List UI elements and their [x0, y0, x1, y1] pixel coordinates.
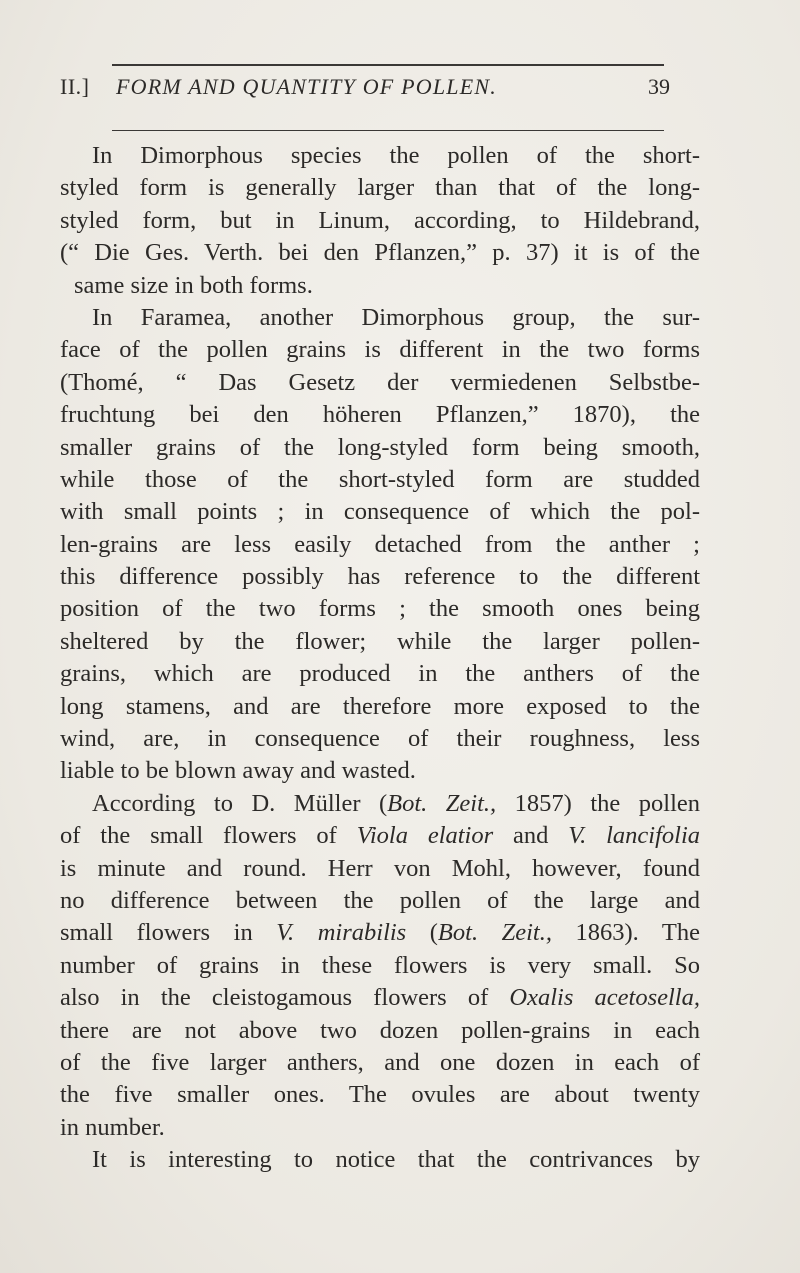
body-text [60, 140, 700, 1177]
species-name: Oxalis acetosella, [509, 984, 700, 1012]
text-line: of the five larger anthers, and one dozen in each of [60, 1048, 700, 1076]
text-line: According to D. Müller (Bot. Zeit., 1857) the pollen [92, 789, 700, 817]
text-line: in number. [60, 1113, 165, 1141]
text-line: there are not above two dozen pollen-grains in each [60, 1016, 700, 1044]
text-line: number of grains in these flowers is very small. So [60, 951, 700, 979]
text-line: of the small flowers of Viola elatior and V. lancifolia [60, 822, 700, 850]
text-line: fruchtung bei den höheren Pflanzen,” 1870), the [60, 401, 700, 429]
citation-italic: Bot. Zeit., [387, 789, 497, 817]
species-name: V. mirabilis [276, 919, 407, 947]
text-line: wind, are, in consequence of their roughness, less [60, 725, 700, 753]
text-line: face of the pollen grains is different in the two forms [60, 336, 700, 364]
species-name: V. lancifolia [568, 822, 700, 850]
text-line: same size in both forms. [74, 271, 313, 299]
text-line: smaller grains of the long-styled form being smooth, [60, 433, 700, 461]
text-line: the five smaller ones. The ovules are about twenty [60, 1081, 700, 1109]
running-title: FORM AND QUANTITY OF POLLEN. [116, 74, 497, 99]
text-line: long stamens, and are therefore more exposed to the [60, 692, 700, 720]
header-bottom-rule [112, 130, 664, 131]
page-number: 39 [648, 74, 670, 99]
text-line: no difference between the pollen of the large and [60, 886, 700, 914]
text-line: styled form is generally larger than that of the long- [60, 174, 700, 202]
text-line: small flowers in V. mirabilis (Bot. Zeit., 1863). The [60, 919, 700, 947]
text-line: position of the two forms ; the smooth ones being [60, 595, 700, 623]
citation-italic: Bot. Zeit., [437, 919, 552, 947]
text-line: styled form, but in Linum, according, to Hildebrand, [60, 206, 700, 234]
text-line: In Faramea, another Dimorphous group, the sur- [92, 303, 700, 331]
chapter-number: II.] [60, 74, 90, 99]
text-line: while those of the short-styled form are studded [60, 465, 700, 493]
text-line: len-grains are less easily detached from the anther ; [60, 530, 700, 558]
running-header [60, 74, 670, 114]
header-top-rule [112, 64, 664, 66]
text-line: liable to be blown away and wasted. [60, 757, 416, 785]
text-line: is minute and round. Herr von Mohl, however, found [60, 854, 700, 882]
text-line: also in the cleistogamous flowers of Oxalis acetosella, [60, 984, 700, 1012]
text-line: this difference possibly has reference to the different [60, 563, 700, 591]
text-line: with small points ; in consequence of which the pol- [60, 498, 700, 526]
text-line: sheltered by the flower; while the larger pollen- [60, 627, 700, 655]
text-line: (“ Die Ges. Verth. bei den Pflanzen,” p. 37) it is of the [60, 239, 700, 267]
species-name: Viola elatior [356, 822, 494, 850]
text-line: (Thomé, “ Das Gesetz der vermiedenen Selbstbe- [60, 368, 700, 396]
text-line: In Dimorphous species the pollen of the short- [92, 142, 700, 169]
text-line: grains, which are produced in the anthers of the [60, 660, 700, 688]
text-line: It is interesting to notice that the contrivances by [92, 1146, 700, 1174]
